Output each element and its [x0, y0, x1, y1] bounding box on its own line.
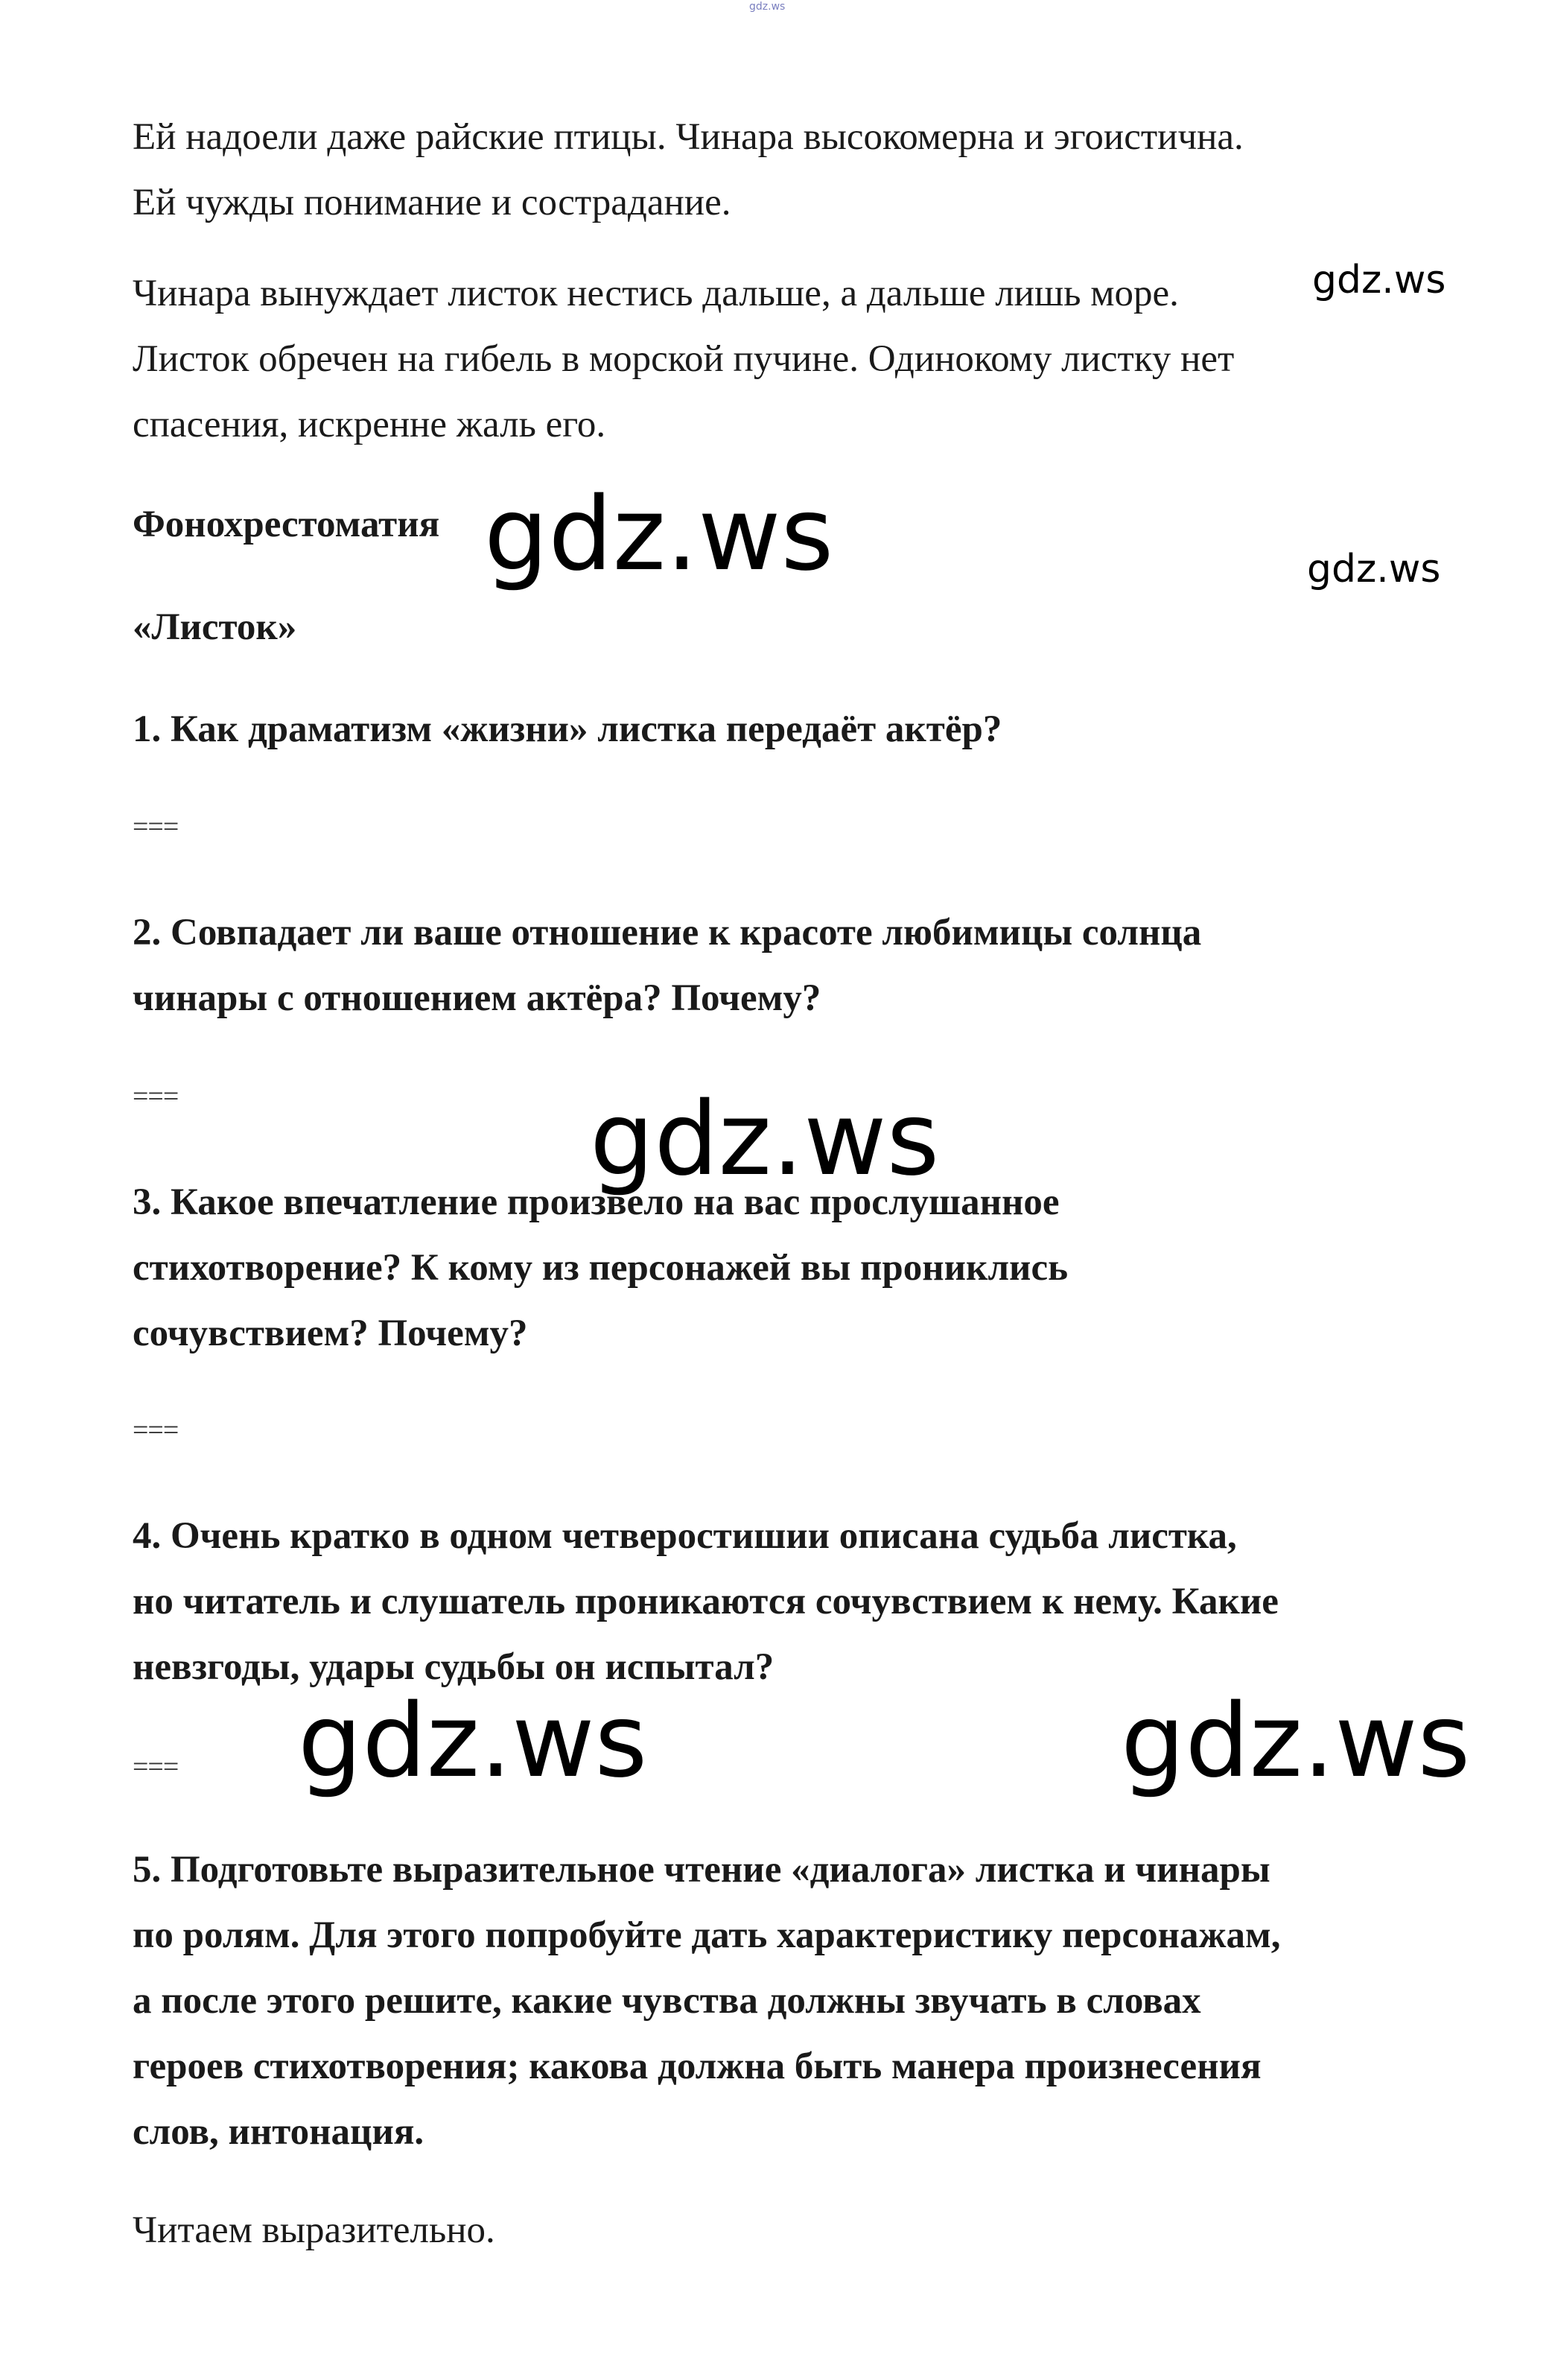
answer-separator: === [133, 1415, 179, 1446]
question-line: 3. Какое впечатление произвело на вас прослушанное [133, 1181, 1060, 1223]
question-line: по ролям. Для этого попробуйте дать характеристику персонажам, [133, 1914, 1281, 1956]
watermark: gdz.ws [1307, 547, 1441, 591]
watermark: gdz.ws [484, 476, 834, 594]
question-line: 2. Совпадает ли ваше отношение к красоте любимицы солнца [133, 912, 1202, 953]
watermark-tiny: gdz.ws [749, 1, 786, 13]
question-line: чинары с отношением актёра? Почему? [133, 977, 821, 1019]
watermark: gdz.ws [590, 1081, 940, 1199]
question-line: 4. Очень кратко в одном четверостишии описана судьба листка, [133, 1515, 1237, 1557]
intro-line: спасения, искренне жаль его. [133, 404, 606, 445]
intro-line: Ей надоели даже райские птицы. Чинара высокомерна и эгоистична. [133, 116, 1244, 158]
watermark: gdz.ws [1121, 1683, 1471, 1800]
question-line: героев стихотворения; какова должна быть манера произнесения [133, 2046, 1262, 2087]
intro-line: Листок обречен на гибель в морской пучине. Одинокому листку нет [133, 338, 1235, 380]
question-line: невзгоды, удары судьбы он испытал? [133, 1646, 774, 1688]
question-line: сочувствием? Почему? [133, 1313, 528, 1354]
closing-text: Читаем выразительно. [133, 2209, 495, 2251]
answer-separator: === [133, 811, 179, 842]
question-line: 1. Как драматизм «жизни» листка передаёт актёр? [133, 708, 1002, 750]
question-line: слов, интонация. [133, 2111, 424, 2153]
question-line: а после этого решите, какие чувства должны звучать в словах [133, 1980, 1201, 2022]
intro-line: Ей чужды понимание и сострадание. [133, 182, 731, 223]
intro-line: Чинара вынуждает листок нестись дальше, а дальше лишь море. [133, 273, 1179, 314]
watermark: gdz.ws [1312, 258, 1446, 302]
answer-separator: === [133, 1751, 179, 1783]
section-heading: Фонохрестоматия [133, 504, 440, 545]
watermark: gdz.ws [298, 1683, 648, 1800]
question-line: стихотворение? К кому из персонажей вы прониклись [133, 1247, 1069, 1289]
answer-separator: === [133, 1081, 179, 1112]
section-subheading: «Листок» [133, 606, 297, 648]
question-line: 5. Подготовьте выразительное чтение «диалога» листка и чинары [133, 1849, 1270, 1891]
question-line: но читатель и слушатель проникаются сочувствием к нему. Какие [133, 1581, 1279, 1622]
